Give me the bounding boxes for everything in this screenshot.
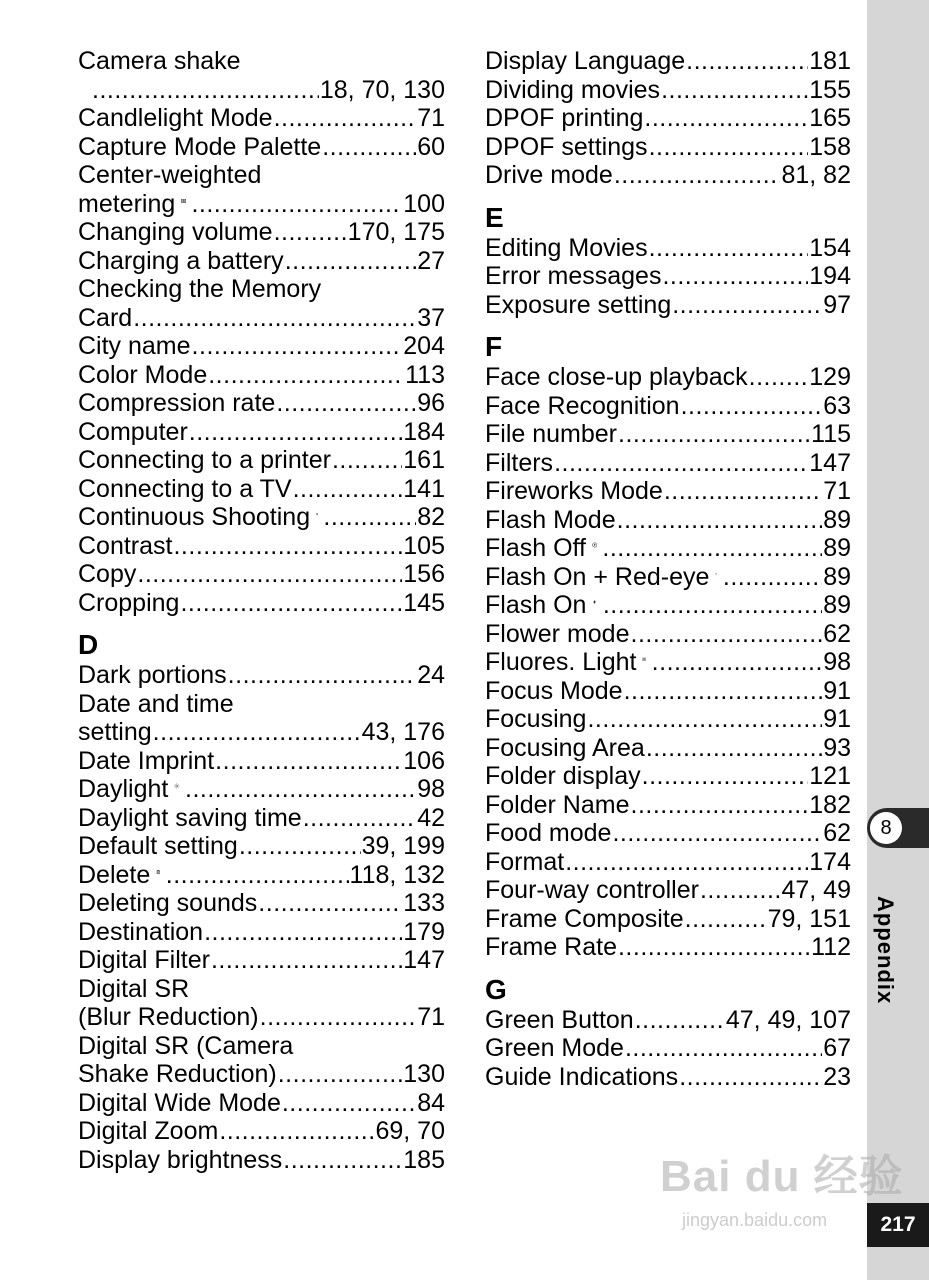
entry-term: Face Recognition: [485, 391, 680, 420]
entry-pages: 62: [823, 819, 851, 847]
leader-dots: [625, 1034, 822, 1063]
entry-pages: 71: [417, 1003, 445, 1031]
entry-term: Connecting to a TV: [78, 474, 292, 503]
leader-dots: [293, 475, 403, 504]
leader-dots: [185, 775, 416, 804]
leader-dots: [239, 832, 361, 861]
entry-term: Face close-up playback: [485, 363, 748, 391]
index-entry: [78, 889, 445, 918]
leader-dots: [685, 905, 767, 934]
leader-dots: [215, 747, 402, 776]
leader-dots: [614, 161, 781, 190]
entry-pages: 161: [403, 446, 445, 474]
entry-pages: 98: [823, 648, 851, 676]
index-entry: [485, 591, 851, 620]
entry-term: Filters: [485, 448, 554, 477]
entry-term: Focusing Area: [485, 733, 645, 762]
entry-pages: 133: [403, 889, 445, 917]
index-entry: [78, 332, 445, 361]
index-entry: [485, 449, 851, 478]
entry-term: Digital SR (Camera: [78, 1031, 294, 1060]
flash-off-icon: [592, 534, 597, 556]
entry-pages: 91: [823, 676, 851, 705]
entry-term: Digital SR: [78, 974, 190, 1003]
entry-pages: 158: [809, 132, 851, 161]
entry-term: (Blur Reduction): [78, 1003, 259, 1031]
leader-dots: [723, 563, 822, 592]
entry-pages: 130: [403, 1060, 445, 1088]
index-entry: [78, 560, 445, 589]
watermark-logo: Bai du 经验: [660, 1152, 904, 1201]
section-letter-g: G: [485, 973, 507, 1005]
leader-dots: [642, 762, 809, 791]
index-entry: [485, 104, 851, 133]
leader-dots: [189, 418, 403, 447]
leader-dots: [285, 247, 417, 276]
leader-dots: [166, 861, 349, 890]
index-entry: [485, 677, 851, 706]
entry-pages: 105: [403, 531, 445, 560]
entry-pages: 179: [403, 917, 445, 946]
chapter-sidebar: [867, 0, 929, 1280]
entry-term: Cropping: [78, 588, 180, 617]
index-entry: [485, 161, 851, 190]
entry-term: Daylight: [78, 775, 169, 803]
entry-term: Fireworks Mode: [485, 477, 663, 505]
leader-dots: [153, 718, 361, 747]
leader-dots: [587, 705, 822, 734]
entry-term: Changing volume: [78, 218, 273, 246]
leader-dots: [679, 1063, 822, 1092]
leader-dots: [618, 933, 810, 962]
entry-term: Dark portions: [78, 661, 227, 689]
entry-term: Compression rate: [78, 389, 276, 417]
entry-term: Frame Rate: [485, 933, 617, 961]
leader-dots: [649, 234, 809, 263]
leader-dots: [681, 392, 823, 421]
section-letter-f: F: [485, 331, 503, 362]
index-entry: [78, 76, 445, 105]
index-entry: [485, 819, 851, 848]
index-entry: [485, 76, 851, 105]
entry-pages: 71: [823, 477, 851, 505]
leader-dots: [191, 190, 402, 219]
entry-pages: 112: [811, 933, 851, 961]
entry-pages: 27: [417, 246, 445, 275]
index-entry: [485, 133, 851, 162]
entry-term: Display brightness: [78, 1145, 283, 1174]
entry-pages: 84: [417, 1088, 445, 1117]
section-letter-d: D: [78, 629, 99, 660]
entry-pages: 97: [823, 290, 851, 319]
entry-pages: 182: [809, 790, 851, 819]
leader-dots: [303, 804, 416, 833]
entry-term: Delete: [78, 860, 151, 889]
index-entry: [485, 620, 851, 649]
index-entry: [78, 47, 445, 76]
leader-dots: [133, 304, 416, 333]
entry-term: setting: [78, 718, 152, 746]
entry-term: City name: [78, 332, 191, 360]
entry-pages: 194: [809, 262, 851, 290]
index-entry: [485, 563, 851, 592]
entry-term: Destination: [78, 917, 204, 946]
leader-dots: [672, 291, 822, 320]
entry-pages: 37: [417, 303, 445, 332]
leader-dots: [211, 946, 402, 975]
continuous-shooting-icon: [316, 503, 318, 525]
leader-dots: [554, 449, 808, 478]
entry-pages: 47, 49: [781, 876, 851, 904]
entry-pages: 156: [403, 560, 445, 588]
fluorescent-light-icon: [642, 648, 646, 670]
index-entry: [78, 446, 445, 475]
index-entry: [78, 161, 445, 190]
entry-term: Error messages: [485, 262, 662, 290]
leader-dots: [228, 661, 417, 690]
leader-dots: [565, 848, 808, 877]
page-number: 217: [867, 1203, 929, 1247]
index-entry: [485, 363, 851, 392]
daylight-icon: [174, 775, 180, 797]
leader-dots: [631, 791, 809, 820]
section-letter-e: E: [485, 201, 504, 233]
leader-dots: [219, 1117, 374, 1146]
entry-pages: 106: [403, 746, 445, 775]
entry-term: DPOF settings: [485, 132, 648, 161]
index-entry: [78, 389, 445, 418]
entry-term: Folder Name: [485, 790, 630, 819]
leader-dots: [749, 363, 809, 392]
index-entry: [78, 1060, 445, 1089]
entry-pages: 63: [823, 391, 851, 420]
leader-dots: [173, 532, 402, 561]
leader-dots: [624, 677, 823, 706]
leader-dots: [283, 1146, 402, 1175]
index-entry: [78, 361, 445, 390]
index-entry: [485, 291, 851, 320]
entry-term: Card: [78, 303, 133, 332]
entry-pages: 145: [403, 588, 445, 617]
entry-term: Focus Mode: [485, 676, 623, 705]
leader-dots: [332, 446, 402, 475]
entry-term: DPOF printing: [485, 104, 644, 132]
entry-pages: 204: [403, 332, 445, 360]
entry-term: Green Mode: [485, 1034, 624, 1062]
entry-term: Default setting: [78, 832, 238, 860]
entry-pages: 91: [823, 705, 851, 733]
entry-pages: 165: [809, 104, 851, 132]
index-entry: [78, 1117, 445, 1146]
leader-dots: [258, 889, 402, 918]
entry-term: Flash Off: [485, 534, 586, 562]
entry-pages: 71: [417, 104, 445, 132]
leader-dots: [662, 262, 808, 291]
entry-term: metering: [78, 189, 176, 218]
entry-term: Focusing: [485, 705, 587, 733]
leader-dots: [137, 560, 402, 589]
entry-term: Daylight saving time: [78, 803, 302, 832]
entry-term: Checking the Memory: [78, 275, 322, 303]
leader-dots: [635, 1006, 725, 1035]
entry-pages: 155: [809, 75, 851, 104]
entry-term: Charging a battery: [78, 246, 284, 275]
leader-dots: [617, 506, 823, 535]
leader-dots: [649, 133, 809, 162]
index-column-left: [78, 47, 445, 1174]
entry-term: Camera shake: [78, 47, 241, 75]
index-column-right: [485, 47, 851, 1091]
entry-term: Drive mode: [485, 161, 613, 189]
entry-term: Fluores. Light: [485, 648, 637, 676]
index-entry: [78, 218, 445, 247]
leader-dots: [276, 389, 416, 418]
entry-term: Digital Zoom: [78, 1117, 219, 1145]
entry-term: Green Button: [485, 1005, 634, 1034]
entry-term: Flash Mode: [485, 505, 616, 534]
index-entry: [78, 1032, 445, 1061]
entry-pages: 18, 70, 130: [319, 75, 445, 104]
entry-pages: 93: [823, 733, 851, 762]
index-entry: [78, 475, 445, 504]
entry-term: Date and time: [78, 689, 234, 718]
index-entry: [485, 1034, 851, 1063]
trash-icon: [156, 861, 161, 883]
entry-pages: 115: [811, 420, 851, 448]
index-entry: [78, 747, 445, 776]
index-entry: [485, 234, 851, 263]
entry-pages: 174: [809, 847, 851, 876]
index-entry: [485, 705, 851, 734]
entry-term: File number: [485, 420, 617, 448]
flash-on-icon: [592, 591, 597, 613]
entry-term: Continuous Shooting: [78, 503, 311, 531]
leader-dots: [274, 218, 347, 247]
entry-pages: 184: [403, 417, 445, 446]
index-entry: [78, 861, 445, 890]
index-entry: [78, 275, 445, 304]
entry-pages: 23: [823, 1062, 851, 1091]
entry-pages: 118, 132: [349, 860, 445, 889]
entry-term: Editing Movies: [485, 233, 648, 262]
index-entry: [485, 534, 851, 563]
leader-dots: [278, 1060, 403, 1089]
entry-term: Exposure setting: [485, 290, 672, 319]
leader-dots: [282, 1089, 416, 1118]
entry-term: Digital Wide Mode: [78, 1088, 281, 1117]
index-entry: [485, 933, 851, 962]
entry-term: Four-way controller: [485, 876, 699, 904]
entry-term: Shake Reduction): [78, 1060, 277, 1088]
chapter-number: 8: [870, 812, 902, 844]
leader-dots: [274, 104, 417, 133]
leader-dots: [686, 47, 808, 76]
center-weighted-metering-icon: [181, 190, 186, 212]
index-entry: [78, 532, 445, 561]
index-entry: [485, 905, 851, 934]
entry-pages: 43, 176: [361, 718, 445, 746]
entry-pages: 89: [823, 534, 851, 562]
entry-pages: 67: [823, 1034, 851, 1062]
entry-term: Dividing movies: [485, 75, 661, 104]
index-entry: [78, 133, 445, 162]
index-entry: [78, 1146, 445, 1175]
index-entry: [78, 589, 445, 618]
entry-term: Flash On + Red-eye: [485, 562, 710, 591]
leader-dots: [612, 819, 822, 848]
index-entry: [78, 690, 445, 719]
index-entry: [78, 946, 445, 975]
entry-pages: 170, 175: [347, 218, 445, 246]
leader-dots: [603, 591, 822, 620]
entry-pages: 181: [809, 47, 851, 75]
entry-term: Computer: [78, 417, 188, 446]
entry-pages: 79, 151: [767, 904, 851, 933]
leader-dots: [646, 734, 822, 763]
leader-dots: [602, 534, 822, 563]
entry-pages: 60: [417, 132, 445, 161]
leader-dots: [92, 76, 319, 105]
leader-dots: [260, 1003, 417, 1032]
entry-term: Frame Composite: [485, 904, 684, 933]
entry-term: Color Mode: [78, 360, 208, 389]
index-entry: [485, 791, 851, 820]
entry-pages: 129: [809, 363, 851, 391]
index-entry: [78, 975, 445, 1004]
entry-pages: 81, 82: [781, 161, 851, 189]
index-entry: [485, 47, 851, 76]
entry-pages: 39, 199: [361, 832, 445, 860]
index-entry: [485, 734, 851, 763]
index-entry: [485, 1006, 851, 1035]
index-entry: [78, 418, 445, 447]
entry-term: Flower mode: [485, 619, 630, 648]
entry-pages: 42: [417, 803, 445, 832]
index-entry: [78, 918, 445, 947]
index-entry: [78, 190, 445, 219]
entry-term: Folder display: [485, 762, 641, 790]
index-entry: [78, 1003, 445, 1032]
leader-dots: [208, 361, 404, 390]
entry-pages: 89: [823, 591, 851, 619]
index-entry: [485, 262, 851, 291]
entry-term: Digital Filter: [78, 946, 210, 974]
index-entry: [78, 718, 445, 747]
leader-dots: [618, 420, 810, 449]
entry-term: Contrast: [78, 531, 173, 560]
entry-term: Candlelight Mode: [78, 104, 273, 132]
index-entry: [78, 304, 445, 333]
entry-pages: 47, 49, 107: [725, 1005, 851, 1034]
leader-dots: [192, 332, 403, 361]
entry-term: Deleting sounds: [78, 889, 258, 917]
index-entry: [78, 661, 445, 690]
index-entry: [78, 832, 445, 861]
leader-dots: [180, 589, 402, 618]
entry-pages: 100: [403, 189, 445, 218]
entry-term: Connecting to a printer: [78, 446, 331, 474]
entry-pages: 62: [823, 619, 851, 648]
leader-dots: [204, 918, 402, 947]
leader-dots: [700, 876, 781, 905]
leader-dots: [322, 133, 416, 162]
entry-term: Food mode: [485, 819, 612, 847]
entry-term: Guide Indications: [485, 1062, 679, 1091]
entry-pages: 185: [403, 1145, 445, 1174]
entry-pages: 98: [417, 775, 445, 803]
leader-dots: [664, 477, 822, 506]
leader-dots: [652, 648, 823, 677]
entry-pages: 96: [417, 389, 445, 417]
index-entry: [485, 477, 851, 506]
index-entry: [78, 104, 445, 133]
index-entry: [485, 876, 851, 905]
entry-pages: 82: [417, 503, 445, 531]
index-entry: [78, 247, 445, 276]
index-entry: [485, 506, 851, 535]
entry-term: Copy: [78, 560, 137, 588]
leader-dots: [631, 620, 823, 649]
entry-pages: 69, 70: [375, 1117, 445, 1145]
entry-pages: 113: [405, 360, 445, 389]
entry-pages: 154: [809, 233, 851, 262]
entry-term: Center-weighted: [78, 161, 262, 189]
index-entry: [78, 804, 445, 833]
index-entry: [485, 392, 851, 421]
index-entry: [485, 848, 851, 877]
entry-term: Capture Mode Palette: [78, 132, 322, 161]
entry-term: Date Imprint: [78, 746, 215, 775]
entry-pages: 147: [403, 946, 445, 974]
entry-pages: 89: [823, 562, 851, 591]
entry-pages: 121: [809, 762, 851, 790]
index-entry: [78, 503, 445, 532]
entry-pages: 24: [417, 661, 445, 689]
index-entry: [485, 762, 851, 791]
entry-term: Display Language: [485, 47, 686, 75]
index-entry: [78, 1089, 445, 1118]
leader-dots: [323, 503, 416, 532]
watermark-url: jingyan.baidu.com: [682, 1210, 828, 1230]
entry-pages: 89: [823, 505, 851, 534]
entry-pages: 141: [403, 474, 445, 503]
index-entry: [485, 420, 851, 449]
leader-dots: [644, 104, 808, 133]
leader-dots: [661, 76, 808, 105]
entry-term: Flash On: [485, 591, 587, 619]
index-entry: [485, 1063, 851, 1092]
chapter-label: [873, 896, 897, 940]
entry-term: Format: [485, 847, 565, 876]
index-entry: [485, 648, 851, 677]
index-entry: [78, 775, 445, 804]
red-eye-icon: [715, 563, 717, 585]
entry-pages: 147: [809, 448, 851, 477]
